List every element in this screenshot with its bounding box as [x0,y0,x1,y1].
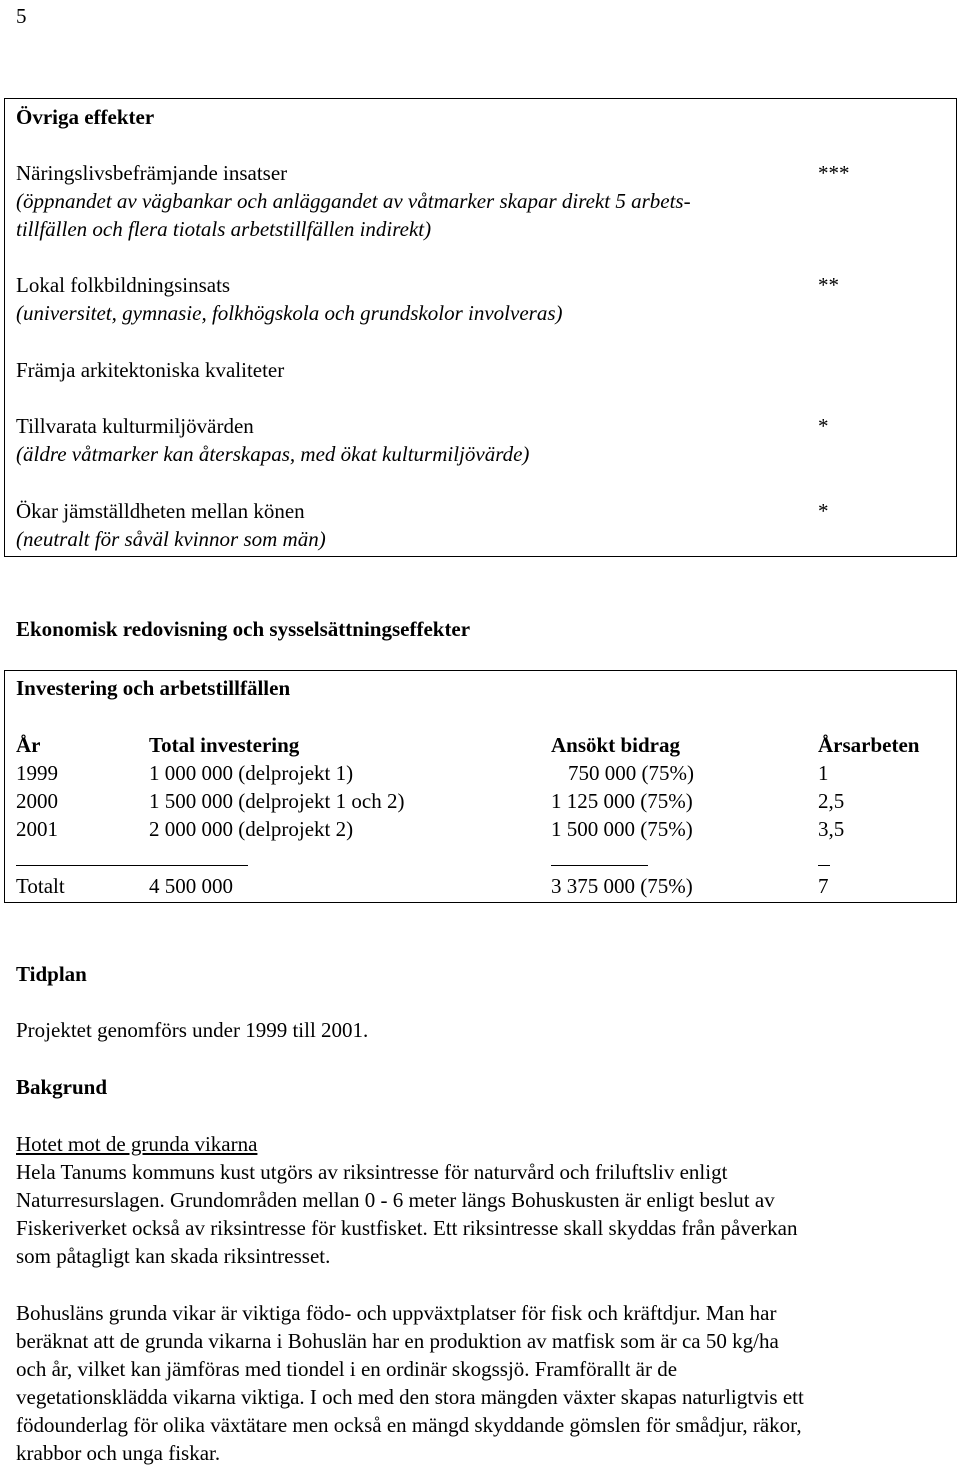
effect-description: (universitet, gymnasie, folkhögskola och grundskolor involveras) [16,301,563,325]
paragraph-line: födounderlag för olika växtätare men också en mängd skyddande gömslen för smådjur, räkor, [16,1413,802,1437]
effect-rating: ** [818,273,839,297]
table-cell-year: 2001 [16,817,58,841]
table-cell-ansokt-bidrag: 1 125 000 (75%) [551,789,693,813]
effect-label: Ökar jämställdheten mellan könen [16,499,305,523]
effect-rating: * [818,414,829,438]
total-arsarbeten: 7 [818,874,829,898]
table-cell-year: 2000 [16,789,58,813]
table-cell-ansokt-bidrag: 1 500 000 (75%) [551,817,693,841]
total-label: Totalt [16,874,65,898]
paragraph-line: Bohusläns grunda vikar är viktiga födo- och uppväxtplatser för fisk och kräftdjur. Man har [16,1301,777,1325]
effect-label: Tillvarata kulturmiljövärden [16,414,254,438]
sum-rule-middle [551,865,648,866]
sum-rule-right [818,865,830,866]
table-cell-total-investering: 1 000 000 (delprojekt 1) [149,761,354,785]
effect-description: (neutralt för såväl kvinnor som män) [16,527,326,551]
ovriga-effekter-title: Övriga effekter [16,105,155,129]
paragraph-line: vegetationsklädda vikarna viktiga. I och med den stora mängden växter skapas naturligtvis ett [16,1385,804,1409]
table-cell-year: 1999 [16,761,58,785]
effect-rating: * [818,499,829,523]
bakgrund-subheading: Hotet mot de grunda vikarna [16,1132,258,1156]
sum-rule-left [16,865,248,866]
table-cell-ansokt-bidrag: 750 000 (75%) [568,761,694,785]
ekonomi-heading: Ekonomisk redovisning och sysselsättningseffekter [16,617,471,641]
table-cell-arsarbeten: 1 [818,761,829,785]
table-cell-arsarbeten: 3,5 [818,817,845,841]
paragraph-line: Naturresurslagen. Grundområden mellan 0 - 6 meter längs Bohuskusten är enligt beslut av [16,1188,775,1212]
effect-description: (öppnandet av vägbankar och anläggandet av våtmarker skapar direkt 5 arbets- [16,189,691,213]
paragraph-line: beräknat att de grunda vikarna i Bohuslän har en produktion av matfisk som är ca 50 kg/ha [16,1329,779,1353]
effect-rating: *** [818,161,850,185]
paragraph-line: och år, vilket kan jämföras med tiondel i en ordinär skogssjö. Framförallt är de [16,1357,678,1381]
tidplan-text: Projektet genomförs under 1999 till 2001. [16,1018,369,1042]
table-cell-total-investering: 1 500 000 (delprojekt 1 och 2) [149,789,405,813]
column-header-ansokt-bidrag: Ansökt bidrag [551,733,680,757]
effect-description: tillfällen och flera tiotals arbetstillfällen indirekt) [16,217,432,241]
column-header-total-investering: Total investering [149,733,300,757]
paragraph-line: Fiskeriverket också av riksintresse för kustfisket. Ett riksintresse skall skyddas från påverkan [16,1216,798,1240]
investering-box [4,670,957,903]
paragraph-line: som påtagligt kan skada riksintresset. [16,1244,331,1268]
table-cell-total-investering: 2 000 000 (delprojekt 2) [149,817,354,841]
effect-label: Främja arkitektoniska kvaliteter [16,358,285,382]
paragraph-line: Hela Tanums kommuns kust utgörs av riksintresse för naturvård och friluftsliv enligt [16,1160,728,1184]
page-number: 5 [16,4,27,28]
effect-label: Näringslivsbefrämjande insatser [16,161,288,185]
effect-label: Lokal folkbildningsinsats [16,273,231,297]
total-ansokt-bidrag: 3 375 000 (75%) [551,874,693,898]
column-header-year: År [16,733,41,757]
table-cell-arsarbeten: 2,5 [818,789,845,813]
column-header-arsarbeten: Årsarbeten [818,733,920,757]
paragraph-line: krabbor och unga fiskar. [16,1441,221,1465]
tidplan-heading: Tidplan [16,962,87,986]
investering-title: Investering och arbetstillfällen [16,676,291,700]
bakgrund-heading: Bakgrund [16,1075,108,1099]
total-investering: 4 500 000 [149,874,233,898]
effect-description: (äldre våtmarker kan återskapas, med ökat kulturmiljövärde) [16,442,530,466]
